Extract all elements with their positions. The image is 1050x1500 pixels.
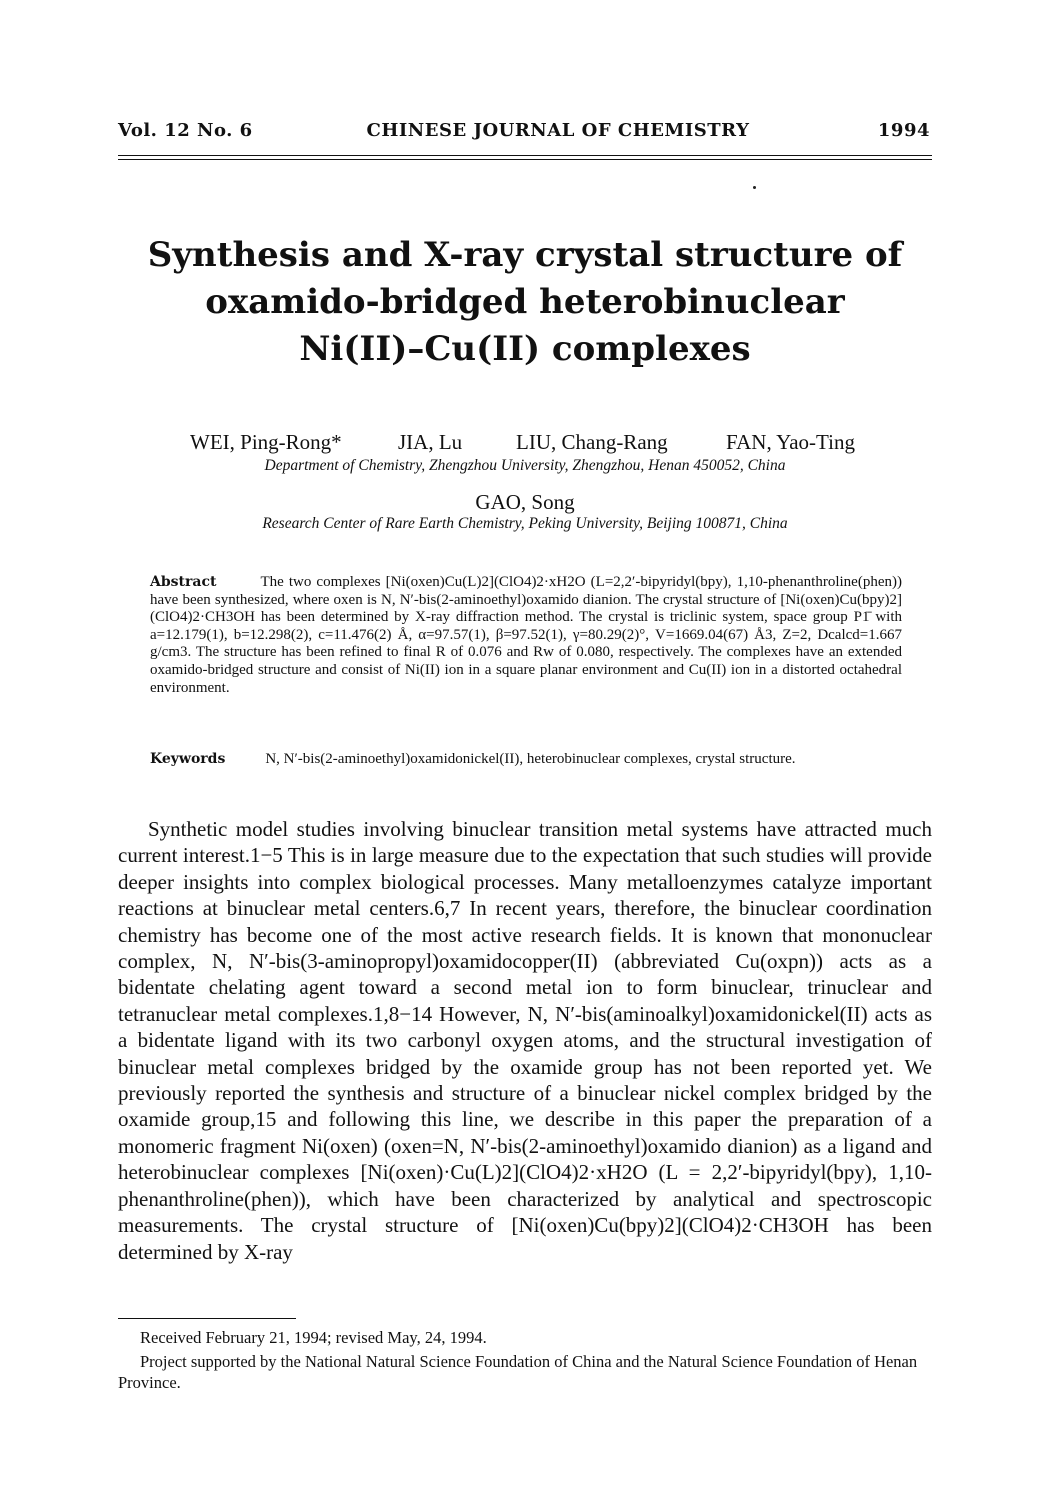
- keywords-label: Keywords: [150, 751, 226, 767]
- received-date-note: Received February 21, 1994; revised May, 24, 1994.: [140, 1328, 487, 1347]
- abstract-text: The two complexes [Ni(oxen)Cu(L)2](ClO4)2·xH2O (L=2,2′-bipyridyl(bpy), 1,10-phenanthroline(phen)) have been synthesized, where oxen is N, N′-bis(2-aminoethyl)oxamido dianion. The crystal structure of [Ni(oxen)Cu(bpy)2](ClO4)2·CH3OH has been determined by X-ray diffraction method. The crystal is triclinic system, space group P1̄ with a=12.179(1), b=12.298(2), c=11.476(2) Å, α=97.57(1), β=97.52(1), γ=80.29(2)°, V=1669.04(67) Å3, Z=2, Dcalcd=1.667 g/cm3. The structure has been refined to final R of 0.076 and Rw of 0.080, respectively. The complexes have an extended oxamido-bridged structure and consist of Ni(II) ion in a square planar environment and Cu(II) ion in a distorted octahedral environment.: [150, 574, 902, 696]
- keywords-text: N, N′-bis(2-aminoethyl)oxamidonickel(II), heterobinuclear complexes, crystal structure.: [265, 751, 796, 767]
- article-title: [120, 232, 930, 373]
- journal-name: CHINESE JOURNAL OF CHEMISTRY: [366, 120, 750, 141]
- publication-year: 1994: [877, 120, 930, 141]
- volume-number: Vol. 12 No. 6: [118, 120, 253, 141]
- header-double-rule: [118, 155, 932, 160]
- author-gao: GAO, Song: [475, 490, 575, 514]
- author-liu: LIU, Chang-Rang: [516, 430, 668, 454]
- keywords-block: [150, 750, 902, 768]
- funding-note: Project supported by the National Natural Science Foundation of China and the Natural Science Foundation of Henan Province.: [118, 1352, 918, 1392]
- title-line-1: Synthesis and X-ray crystal structure of: [147, 235, 903, 275]
- title-line-3: Ni(II)–Cu(II) complexes: [299, 329, 751, 369]
- scan-speck: [753, 186, 756, 189]
- author-list: [120, 430, 930, 456]
- author-wei: WEI, Ping-Rong*: [190, 430, 342, 454]
- affiliation-zhengzhou: Department of Chemistry, Zhengzhou University, Zhengzhou, Henan 450052, China: [264, 457, 786, 474]
- title-line-2: oxamido-bridged heterobinuclear: [205, 282, 845, 322]
- abstract-label: Abstract: [150, 574, 217, 590]
- body-paragraph: Synthetic model studies involving binuclear transition metal systems have attracted much current interest.1−5 This is in large measure due to the expectation that such studies will provide deeper insights into complex biological processes. Many metalloenzymes catalyze important reactions at binuclear metal centers.6,7 In recent years, therefore, the binuclear coordination chemistry has become one of the most active research fields. It is known that mononuclear complex, N, N′-bis(3-aminopropyl)oxamidocopper(II) (abbreviated Cu(oxpn)) acts as a bidentate chelating agent toward a second metal ion to form binuclear, trinuclear and tetranuclear metal complexes.1,8−14 However, N, N′-bis(aminoalkyl)oxamidonickel(II) acts as a bidentate ligand with its two carbonyl oxygen atoms, and the structural investigation of binuclear metal complexes bridged by the oxamide group has not been reported yet. We previously reported the synthesis and structure of a binuclear nickel complex bridged by the oxamide group,15 and following this line, we describe in this paper the preparation of a monomeric fragment Ni(oxen) (oxen=N, N′-bis(2-aminoethyl)oxamido dianion) as a ligand and heterobinuclear complexes [Ni(oxen)·Cu(L)2](ClO4)2·xH2O (L = 2,2′-bipyridyl(bpy), 1,10-phenanthroline(phen)), which have been characterized by analytical and spectroscopic measurements. The crystal structure of [Ni(oxen)Cu(bpy)2](ClO4)2·CH3OH has been determined by X-ray: [118, 817, 932, 1264]
- abstract-block: [150, 574, 902, 697]
- footnote-rule: [118, 1318, 296, 1319]
- running-header: [118, 118, 930, 150]
- author-fan: FAN, Yao-Ting: [726, 430, 855, 454]
- affiliation-peking: Research Center of Rare Earth Chemistry, Peking University, Beijing 100871, China: [262, 515, 788, 532]
- author-jia: JIA, Lu: [398, 430, 463, 454]
